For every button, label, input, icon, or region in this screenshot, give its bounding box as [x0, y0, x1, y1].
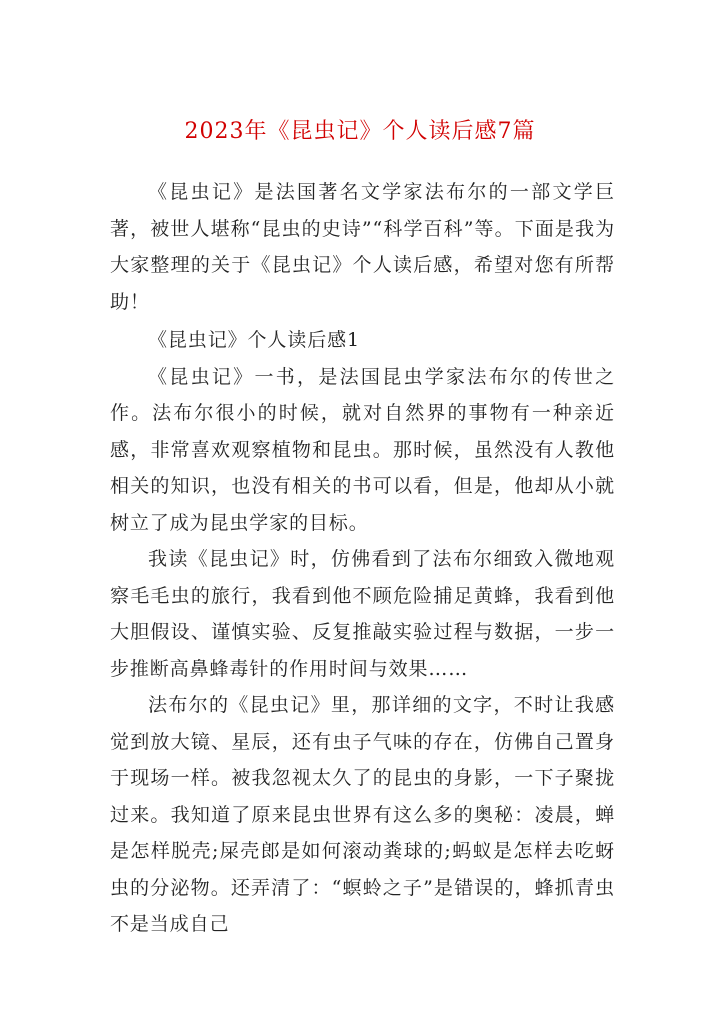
body-paragraph: 法布尔的《昆虫记》里，那详细的文字，不时让我感觉到放大镜、星辰，还有虫子气味的存在，仿佛自己置身于现场一样。被我忽视太久了的昆虫的身影，一下子聚拢过来。我知道了原来昆虫世界有这么多的奥秘：凌晨，蝉是怎样脱壳;屎壳郎是如何滚动粪球的;蚂蚁是怎样去吃蚜虫的分泌物。还弄清了：“螟蛉之子”是错误的，蜂抓青虫不是当成自己 [110, 694, 615, 935]
intro-block [110, 174, 615, 320]
intro-paragraph: 《昆虫记》是法国著名文学家法布尔的一部文学巨著，被世人堪称“昆虫的史诗”“科学百科”等。下面是我为大家整理的关于《昆虫记》个人读后感，希望对您有所帮助！ [110, 181, 615, 313]
document-title: 2023年《昆虫记》个人读后感7篇 [184, 119, 536, 144]
body-paragraph: 《昆虫记》一书，是法国昆虫学家法布尔的传世之作。法布尔很小的时候，就对自然界的事物有一种亲近感，非常喜欢观察植物和昆虫。那时候，虽然没有人教他相关的知识，也没有相关的书可以看，但是，他却从小就树立了成为昆虫学家的目标。 [110, 365, 615, 534]
essay-block [110, 322, 615, 943]
section-heading: 《昆虫记》个人读后感1 [148, 329, 360, 351]
body-paragraph: 我读《昆虫记》时，仿佛看到了法布尔细致入微地观察毛毛虫的旅行，我看到他不顾危险捕足黄蜂，我看到他大胆假设、谨慎实验、反复推敲实验过程与数据，一步一步推断高鼻蜂毒针的作用时间与效果…… [110, 548, 615, 680]
